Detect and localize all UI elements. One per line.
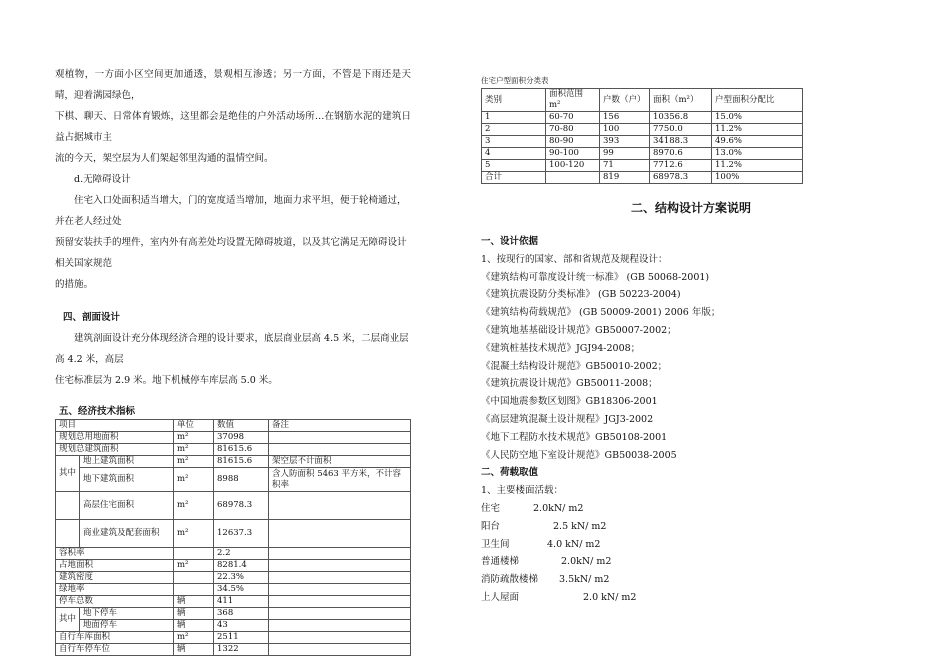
header-cell: 数值 [214, 420, 269, 432]
cell: m² [174, 520, 214, 548]
cell [269, 548, 411, 560]
table-row [56, 596, 411, 608]
load-value: 3.5kN/ m2 [559, 574, 610, 586]
cell [269, 644, 411, 656]
cell [269, 572, 411, 584]
cell: 34188.3 [650, 136, 712, 148]
text-line: 预留安装扶手的埋件，室内外有高差处均设置无障碍坡道，以及其它满足无障碍设计相关国家规范 [55, 237, 407, 269]
table-row [56, 468, 411, 492]
table-row [482, 160, 803, 172]
cell: 户数（户） [600, 89, 650, 112]
merged-cell-qizhong: 其中 [56, 608, 80, 632]
cell: 面积（m²） [650, 89, 712, 112]
cell: 100% [712, 172, 803, 184]
cell [269, 432, 411, 444]
cell: 地面停车 [80, 620, 174, 632]
table-row [56, 456, 411, 468]
code-item: 《建筑抗震设计规范》GB50011-2008； [481, 378, 658, 390]
cell: 156 [600, 112, 650, 124]
cell: 12637.3 [214, 520, 269, 548]
paragraph-accessibility [55, 190, 411, 295]
cell: 49.6% [712, 136, 803, 148]
cell: m² [174, 444, 214, 456]
cell: 地下停车 [80, 608, 174, 620]
code-item: 《建筑结构可靠度设计统一标准》 (GB 50068-2001) [481, 271, 710, 283]
cell: m² [174, 432, 214, 444]
table-row [56, 492, 411, 520]
cell: 11.2% [712, 124, 803, 136]
cell: 11.2% [712, 160, 803, 172]
cell: 411 [214, 596, 269, 608]
cell [56, 492, 80, 520]
table-row [56, 560, 411, 572]
load-item [481, 500, 921, 518]
cell: 高层住宅面积 [80, 492, 174, 520]
cell: 70-80 [546, 124, 600, 136]
right-column [481, 0, 921, 607]
cell: 71 [600, 160, 650, 172]
cell: 自行车库面积 [56, 632, 174, 644]
cell: 100-120 [546, 160, 600, 172]
load-value: 2.0kN/ m2 [533, 502, 584, 514]
text-line: 观植物，一方面小区空间更加通透，景观相互渗透；另一方面，不管是下雨还是天晴，迎着满园绿色， [55, 69, 411, 101]
table-title: 住宅户型面积分类表 [481, 76, 549, 85]
cell: 4 [482, 148, 546, 160]
text-line: 流的今天，架空层为人们架起邻里沟通的温情空间。 [55, 153, 274, 164]
text-line: 1、主要楼面活载： [481, 485, 564, 497]
cell [546, 172, 600, 184]
cell: 2.2 [214, 548, 269, 560]
code-item: 《中国地震参数区划图》GB18306-2001 [481, 396, 658, 408]
cell: 100 [600, 124, 650, 136]
merged-cell-qizhong: 其中 [56, 456, 80, 492]
cell [174, 548, 214, 560]
cell: 容积率 [56, 548, 174, 560]
cell: 80-90 [546, 136, 600, 148]
table-row [56, 444, 411, 456]
cell: 34.5% [214, 584, 269, 596]
cell [269, 444, 411, 456]
cell: 81615.6 [214, 444, 269, 456]
cell: 地下建筑面积 [80, 468, 174, 492]
cell: m² [174, 560, 214, 572]
cell: 地上建筑面积 [80, 456, 174, 468]
code-item: 《建筑地基基础设计规范》GB50007-2002； [481, 324, 677, 336]
load-label: 消防疏散楼梯 [481, 574, 539, 586]
cell: 合计 [482, 172, 546, 184]
table-row [482, 112, 803, 124]
cell: 商业建筑及配套面积 [80, 520, 174, 548]
cell: 面积范围 m² [546, 89, 600, 112]
cell: 3 [482, 136, 546, 148]
cell: 7712.6 [650, 160, 712, 172]
cell: 99 [600, 148, 650, 160]
cell: 辆 [174, 596, 214, 608]
load-label: 普通楼梯 [481, 556, 520, 568]
cell: 规划总建筑面积 [56, 444, 174, 456]
table-row [56, 572, 411, 584]
table-header-row [56, 420, 411, 432]
load-item [481, 553, 921, 571]
table-row [482, 136, 803, 148]
table-row [56, 520, 411, 548]
table-row [56, 620, 411, 632]
load-item [481, 536, 921, 554]
header-cell: 项目 [56, 420, 174, 432]
load-value: 2.5 kN/ m2 [553, 520, 607, 532]
cell: 8970.6 [650, 148, 712, 160]
cell: 占地面积 [56, 560, 174, 572]
cell: 架空层不计面积 [269, 456, 411, 468]
cell: 停车总数 [56, 596, 174, 608]
text-line: 住宅标准层为 2.9 米。地下机械停车库层高 5.0 米。 [55, 375, 278, 386]
cell [269, 608, 411, 620]
section-title-loads: 二、荷载取值 [481, 467, 539, 479]
code-item: 《人民防空地下室设计规范》GB50038-2005 [481, 449, 677, 461]
cell: 368 [214, 608, 269, 620]
cell: m² [174, 456, 214, 468]
table-row [56, 644, 411, 656]
cell: 2511 [214, 632, 269, 644]
cell: 819 [600, 172, 650, 184]
table-row [56, 608, 411, 620]
cell: 2 [482, 124, 546, 136]
cell: m² [174, 468, 214, 492]
subheading-accessibility: d.无障碍设计 [74, 174, 131, 185]
table-row [482, 172, 803, 184]
cell: 5 [482, 160, 546, 172]
cell: 90-100 [546, 148, 600, 160]
code-item: 《高层建筑混凝土设计规程》JGJ3-2002 [481, 413, 654, 425]
load-label: 阳台 [481, 520, 501, 532]
cell: m² [174, 492, 214, 520]
code-item: 《地下工程防水技术规范》GB50108-2001 [481, 431, 668, 443]
cell: 规划总用地面积 [56, 432, 174, 444]
cell [269, 520, 411, 548]
load-value: 4.0 kN/ m2 [547, 538, 601, 550]
cell: 7750.0 [650, 124, 712, 136]
cell [269, 620, 411, 632]
table-row [482, 124, 803, 136]
economic-indicators-table [55, 419, 411, 656]
load-item [481, 571, 921, 589]
load-label: 住宅 [481, 502, 501, 514]
cell: 37098 [214, 432, 269, 444]
cell: 68978.3 [214, 492, 269, 520]
cell: 建筑密度 [56, 572, 174, 584]
load-item [481, 589, 921, 607]
code-item: 《建筑结构荷载规范》 (GB 50009-2001) 2006 年版； [481, 307, 721, 319]
table-header-row [482, 89, 803, 112]
cell: 绿地率 [56, 584, 174, 596]
paragraph-architecture-stilt [55, 64, 411, 169]
text-line: 下棋、聊天、日常体育锻炼，这里都会是绝佳的户外活动场所…在钢筋水泥的建筑日益占据城市主 [55, 111, 411, 143]
cell: 13.0% [712, 148, 803, 160]
cell: 81615.6 [214, 456, 269, 468]
cell: 22.3% [214, 572, 269, 584]
cell [269, 584, 411, 596]
text-line: 建筑剖面设计充分体现经济合理的设计要求，底层商业层高 4.5 米，二层商业层高 4.2 米，高层 [55, 333, 409, 365]
cell: 户型面积分配比 [712, 89, 803, 112]
section-title-section-design: 四、剖面设计 [63, 312, 121, 323]
cell [269, 560, 411, 572]
load-item [481, 518, 921, 536]
cell: 8988 [214, 468, 269, 492]
cell [56, 520, 80, 548]
cell: 10356.8 [650, 112, 712, 124]
text-line: 的措施。 [55, 279, 94, 290]
cell: 类别 [482, 89, 546, 112]
cell: 393 [600, 136, 650, 148]
cell: 1 [482, 112, 546, 124]
cell [269, 596, 411, 608]
load-value: 2.0 kN/ m2 [583, 591, 637, 603]
text-line: 住宅入口处面积适当增大，门的宽度适当增加，地面力求平坦，便于轮椅通过，并在老人经过处 [55, 195, 407, 227]
cell: 68978.3 [650, 172, 712, 184]
cell: 8281.4 [214, 560, 269, 572]
text-line: 1、按现行的国家、部和省规范及规程设计： [481, 253, 668, 265]
cell: 辆 [174, 620, 214, 632]
section-title-design-basis: 一、设计依据 [481, 236, 539, 247]
load-label: 卫生间 [481, 538, 510, 550]
left-column [55, 64, 411, 656]
cell [174, 572, 214, 584]
cell [174, 584, 214, 596]
cell [269, 632, 411, 644]
cell: 15.0% [712, 112, 803, 124]
table-row [56, 548, 411, 560]
code-item: 《建筑桩基技术规范》JGJ94-2008； [481, 342, 641, 354]
code-item: 《建筑抗震设防分类标准》 (GB 50223-2004) [481, 289, 681, 301]
table-row [56, 432, 411, 444]
main-title-structure: 二、结构设计方案说明 [630, 201, 751, 215]
unit-area-table [481, 88, 803, 184]
load-label: 上人屋面 [481, 591, 520, 603]
header-cell: 单位 [174, 420, 214, 432]
section-title-economic-indicators: 五、经济技术指标 [59, 406, 136, 417]
code-item: 《混凝土结构设计规范》GB50010-2002； [481, 360, 668, 372]
cell: m² [174, 632, 214, 644]
cell: 43 [214, 620, 269, 632]
cell: 自行车停车位 [56, 644, 174, 656]
cell: 含人防面积 5463 平方米，不计容积率 [269, 468, 411, 492]
cell: 辆 [174, 644, 214, 656]
table-row [56, 632, 411, 644]
cell: 1322 [214, 644, 269, 656]
header-cell: 备注 [269, 420, 411, 432]
table-row [56, 584, 411, 596]
table-row [482, 148, 803, 160]
cell: 辆 [174, 608, 214, 620]
cell [269, 492, 411, 520]
cell: 60-70 [546, 112, 600, 124]
load-value: 2.0kN/ m2 [561, 556, 612, 568]
